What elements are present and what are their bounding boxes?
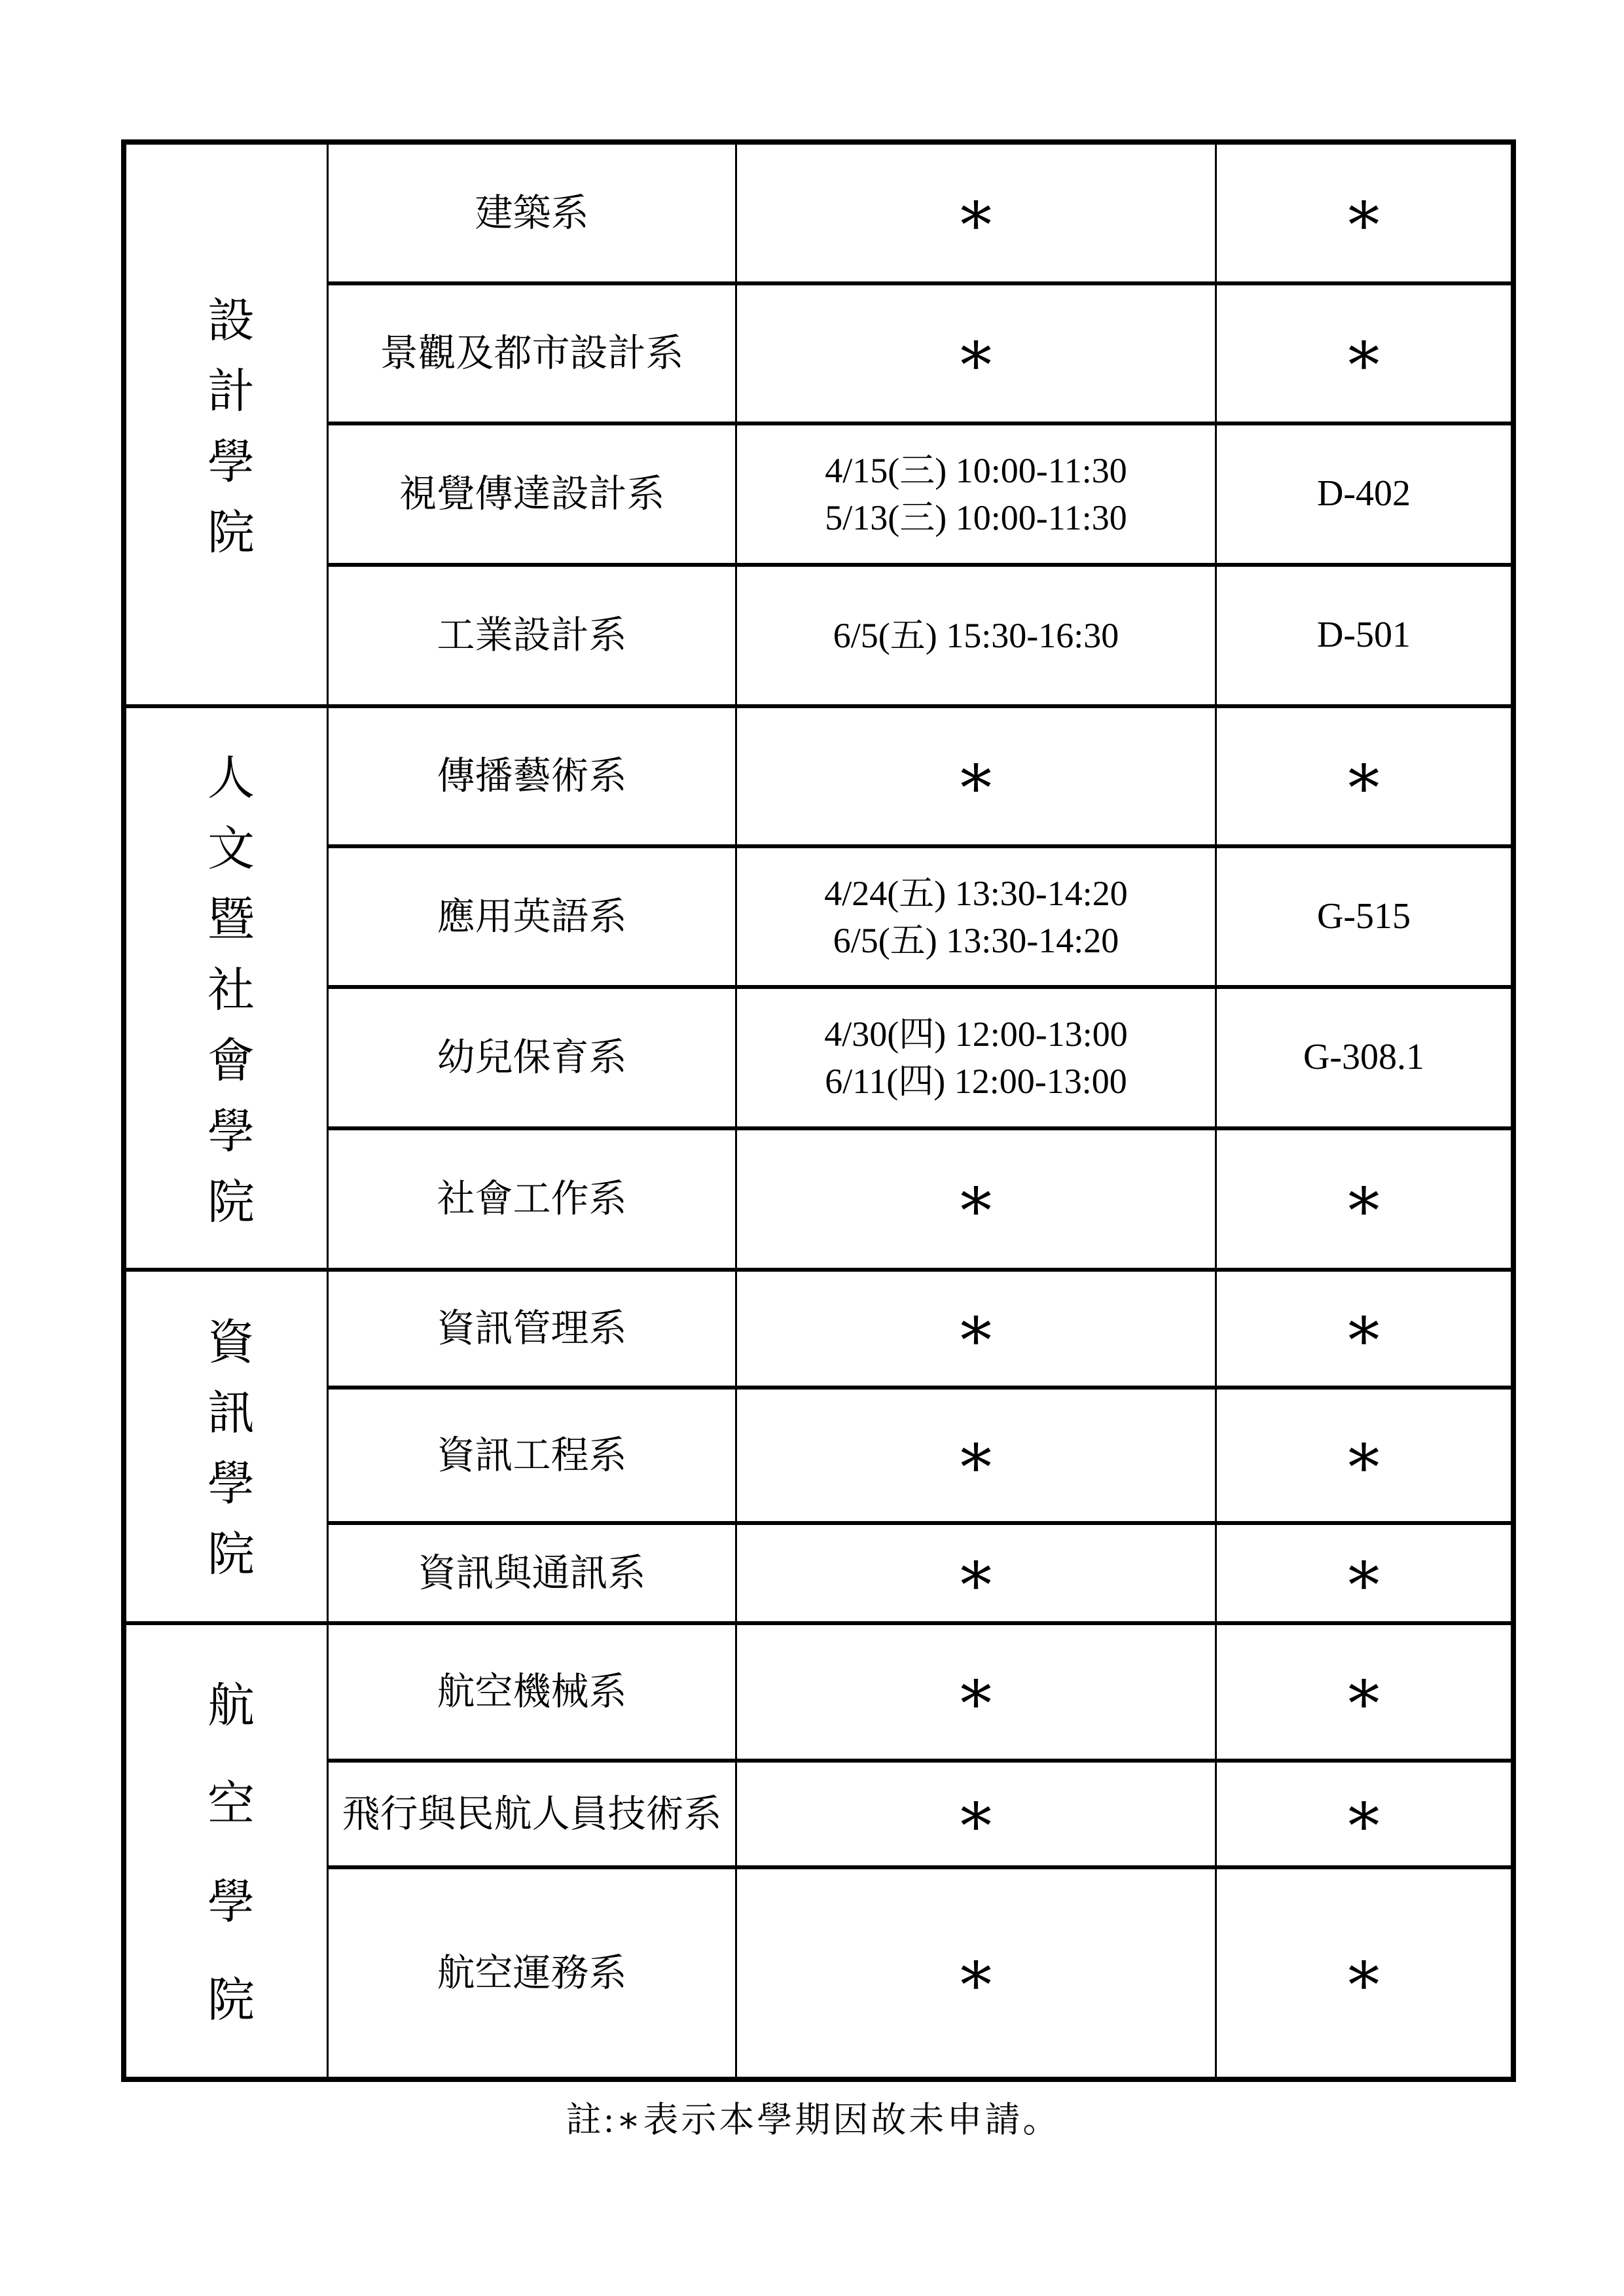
time-cell xyxy=(737,145,1217,285)
college-cell-aviation xyxy=(126,1625,329,2077)
dept-cell xyxy=(329,1869,737,2077)
not-applied-symbol: ∗ xyxy=(1342,1937,1386,2008)
dept-name: 景觀及都市設計系 xyxy=(380,332,684,375)
room-cell xyxy=(1217,425,1511,567)
room-cell xyxy=(1217,989,1511,1130)
room-cell xyxy=(1217,1390,1511,1525)
room-number: D-501 xyxy=(1316,615,1411,656)
footnote: 註:∗表示本學期因故未申請。 xyxy=(566,2100,1061,2140)
room-number: G-515 xyxy=(1316,895,1411,937)
room-number: D-402 xyxy=(1316,473,1411,514)
not-applied-symbol: ∗ xyxy=(1342,741,1386,811)
not-applied-symbol: ∗ xyxy=(954,1420,998,1490)
time-cell xyxy=(737,1130,1217,1272)
dept-name: 建築系 xyxy=(475,191,589,234)
time-cell xyxy=(737,848,1217,989)
room-cell xyxy=(1217,708,1511,848)
college-name: 航空學院 xyxy=(200,1680,253,2073)
dept-cell xyxy=(329,708,737,848)
dept-name: 資訊工程系 xyxy=(437,1433,627,1477)
time-slot: 6/11(四) 12:00-13:00 xyxy=(825,1062,1127,1101)
dept-name: 資訊管理系 xyxy=(437,1307,627,1350)
dept-cell xyxy=(329,567,737,708)
dept-cell xyxy=(329,1390,737,1525)
not-applied-symbol: ∗ xyxy=(954,177,998,248)
dept-cell xyxy=(329,848,737,989)
not-applied-symbol: ∗ xyxy=(1342,1537,1386,1608)
time-slot: 4/15(三) 10:00-11:30 xyxy=(825,451,1127,490)
time-slot: 5/13(三) 10:00-11:30 xyxy=(825,498,1127,537)
time-cell xyxy=(737,989,1217,1130)
college-cell-informatics xyxy=(126,1272,329,1625)
not-applied-symbol: ∗ xyxy=(1342,1420,1386,1490)
schedule-table xyxy=(121,139,1516,2082)
not-applied-symbol: ∗ xyxy=(954,741,998,811)
not-applied-symbol: ∗ xyxy=(1342,1164,1386,1234)
time-cell xyxy=(737,1525,1217,1625)
dept-name: 社會工作系 xyxy=(437,1177,627,1221)
college-name: 人文暨社會學院 xyxy=(200,752,253,1247)
not-applied-symbol: ∗ xyxy=(1342,1778,1386,1849)
room-cell xyxy=(1217,1763,1511,1869)
time-cell xyxy=(737,1390,1217,1525)
room-cell xyxy=(1217,285,1511,425)
time-slot: 6/5(五) 15:30-16:30 xyxy=(833,616,1119,655)
dept-cell xyxy=(329,285,737,425)
time-cell xyxy=(737,567,1217,708)
time-slot: 4/24(五) 13:30-14:20 xyxy=(824,873,1128,913)
dept-cell xyxy=(329,989,737,1130)
dept-name: 航空機械系 xyxy=(437,1670,627,1713)
not-applied-symbol: ∗ xyxy=(1342,177,1386,248)
dept-name: 傳播藝術系 xyxy=(437,755,627,798)
dept-name: 資訊與通訊系 xyxy=(418,1551,646,1594)
time-cell xyxy=(737,425,1217,567)
dept-name: 航空運務系 xyxy=(437,1951,627,1994)
college-name: 設計學院 xyxy=(200,295,253,578)
room-cell xyxy=(1217,1869,1511,2077)
not-applied-symbol: ∗ xyxy=(954,1778,998,1849)
dept-cell xyxy=(329,425,737,567)
not-applied-symbol: ∗ xyxy=(954,1164,998,1234)
room-cell xyxy=(1217,1272,1511,1390)
dept-cell xyxy=(329,1763,737,1869)
dept-cell xyxy=(329,1525,737,1625)
room-cell xyxy=(1217,1625,1511,1763)
dept-name: 應用英語系 xyxy=(437,895,627,938)
room-cell xyxy=(1217,1525,1511,1625)
dept-cell xyxy=(329,145,737,285)
dept-cell xyxy=(329,1272,737,1390)
not-applied-symbol: ∗ xyxy=(954,1937,998,2008)
room-cell xyxy=(1217,1130,1511,1272)
college-name: 資訊學院 xyxy=(200,1317,253,1600)
time-slot: 4/30(四) 12:00-13:00 xyxy=(824,1014,1128,1054)
time-cell xyxy=(737,285,1217,425)
not-applied-symbol: ∗ xyxy=(954,318,998,388)
time-cell xyxy=(737,1763,1217,1869)
dept-name: 視覺傳達設計系 xyxy=(399,473,665,516)
time-slot: 6/5(五) 13:30-14:20 xyxy=(833,920,1119,960)
dept-name: 幼兒保育系 xyxy=(437,1036,627,1079)
not-applied-symbol: ∗ xyxy=(1342,318,1386,388)
room-cell xyxy=(1217,567,1511,708)
college-cell-design xyxy=(126,145,329,708)
time-cell xyxy=(737,1625,1217,1763)
time-cell xyxy=(737,708,1217,848)
not-applied-symbol: ∗ xyxy=(954,1657,998,1727)
college-cell-humanities xyxy=(126,708,329,1272)
dept-cell xyxy=(329,1625,737,1763)
not-applied-symbol: ∗ xyxy=(954,1293,998,1363)
not-applied-symbol: ∗ xyxy=(1342,1293,1386,1363)
not-applied-symbol: ∗ xyxy=(1342,1657,1386,1727)
dept-cell xyxy=(329,1130,737,1272)
time-cell xyxy=(737,1869,1217,2077)
time-cell xyxy=(737,1272,1217,1390)
dept-name: 飛行與民航人員技術系 xyxy=(342,1792,722,1835)
not-applied-symbol: ∗ xyxy=(954,1537,998,1608)
room-number: G-308.1 xyxy=(1303,1037,1425,1078)
room-cell xyxy=(1217,848,1511,989)
room-cell xyxy=(1217,145,1511,285)
dept-name: 工業設計系 xyxy=(437,614,627,657)
